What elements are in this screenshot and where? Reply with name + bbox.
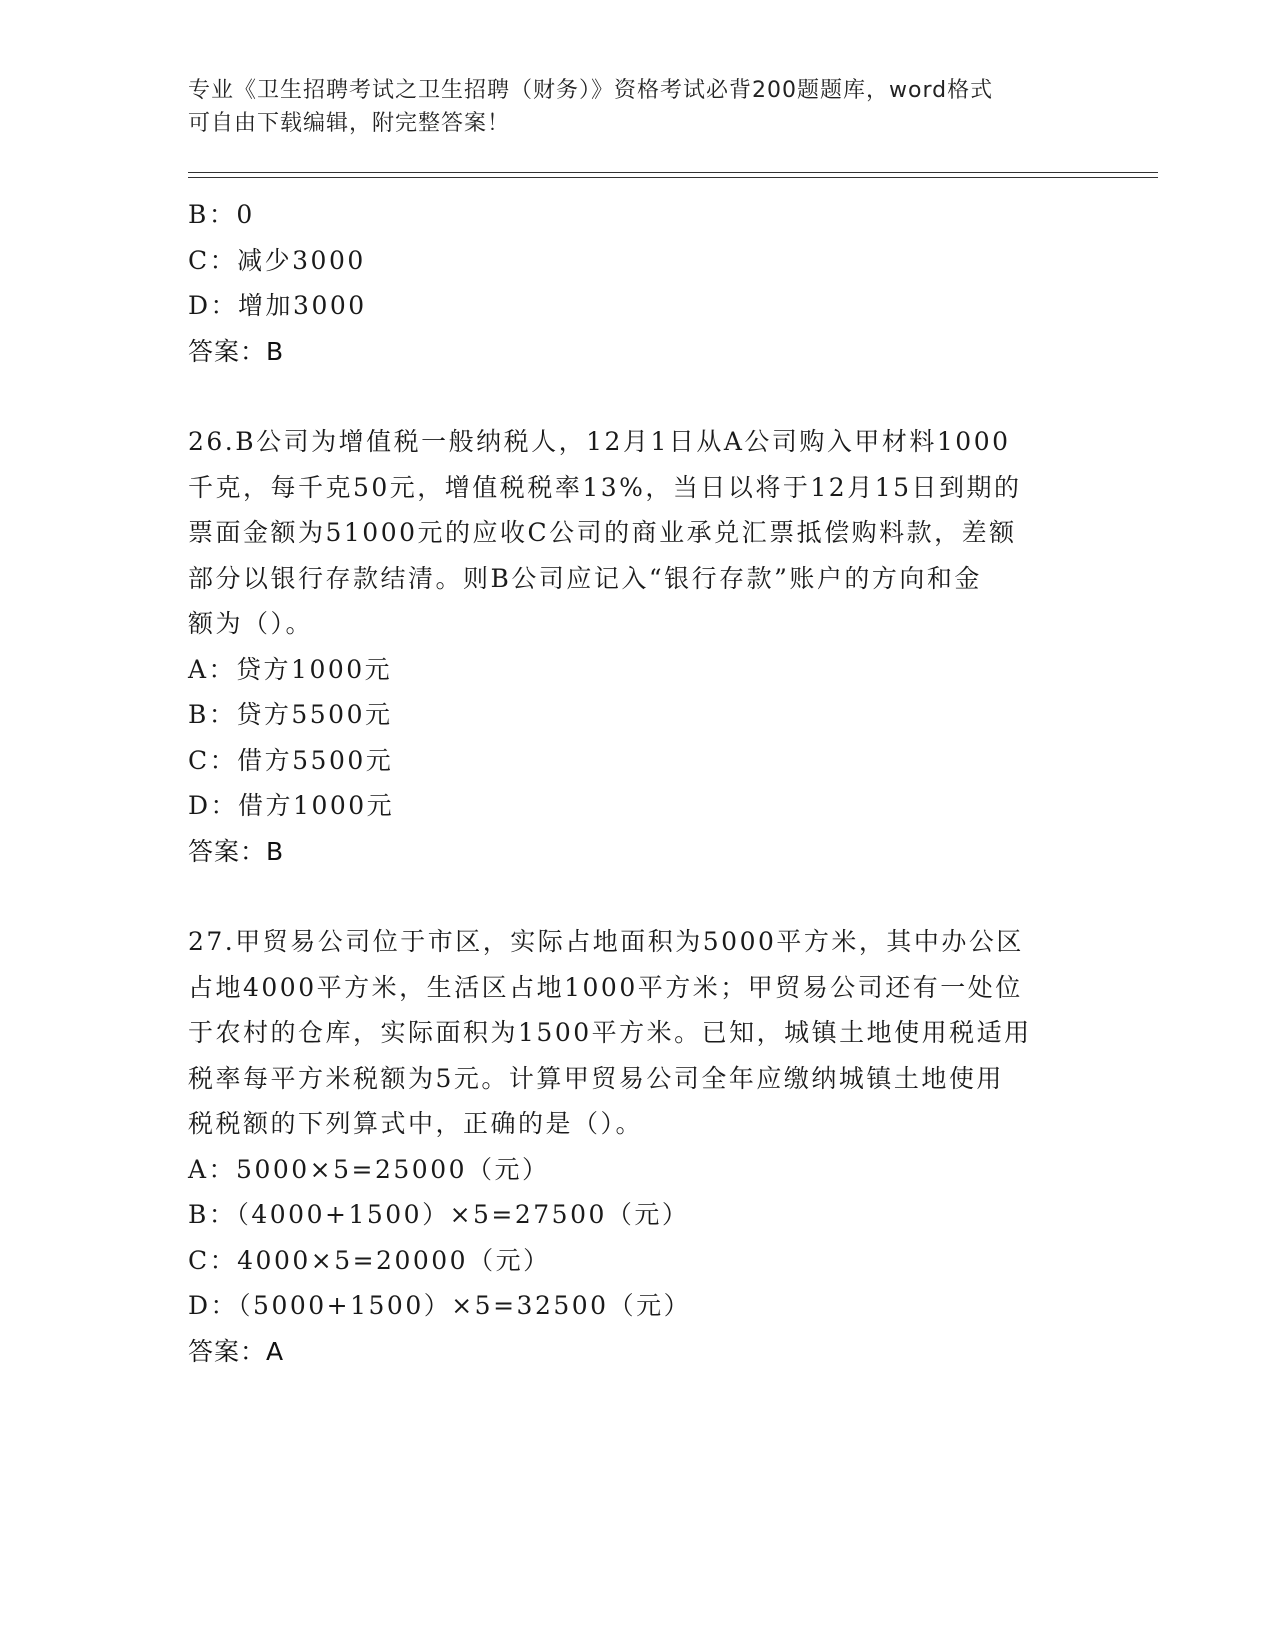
option-a: A：贷方1000元 (188, 654, 393, 684)
question-stem (188, 919, 1068, 1147)
option-b: B：（4000+1500）×5=27500（元） (188, 1200, 690, 1229)
header-line-1: 专业《卫生招聘考试之卫生招聘（财务）》资格考试必背200题题库，word格式 (188, 78, 994, 103)
option-c: C：借方5500元 (188, 745, 394, 775)
stem-line: 26.B公司为增值税一般纳税人，12月1日从A公司购入甲材料1000 (188, 427, 1011, 456)
option-b: B：0 (188, 200, 255, 229)
stem-line: 税税额的下列算式中，正确的是（）。 (188, 1109, 644, 1138)
question-stem (188, 419, 1068, 647)
header-line-2: 可自由下载编辑，附完整答案！ (188, 111, 511, 136)
option-d: D：（5000+1500）×5=32500（元） (188, 1291, 692, 1320)
stem-line: 千克，每千克50元，增值税税率13%，当日以将于12月15日到期的 (188, 472, 1022, 502)
stem-line: 于农村的仓库，实际面积为1500平方米。已知，城镇土地使用税适用 (188, 1018, 1032, 1047)
option-c: C：减少3000 (188, 245, 366, 275)
stem-line: 票面金额为51000元的应收C公司的商业承兑汇票抵偿购料款，差额 (188, 518, 1017, 547)
stem-line: 额为（）。 (188, 609, 314, 638)
answer-line: 答案：B (188, 836, 285, 866)
spacer (188, 374, 1088, 419)
document-header (188, 74, 1088, 140)
spacer (188, 874, 1088, 919)
question-27 (188, 919, 1088, 1374)
stem-line: 税率每平方米税额为5元。计算甲贸易公司全年应缴纳城镇土地使用 (188, 1063, 1004, 1093)
header-divider-bottom (188, 177, 1158, 178)
stem-line: 部分以银行存款结清。则B公司应记入“银行存款”账户的方向和金 (188, 563, 982, 593)
question-26 (188, 419, 1088, 874)
option-c: C：4000×5=20000（元） (188, 1245, 551, 1275)
previous-question-tail (188, 192, 1088, 374)
stem-line: 占地4000平方米，生活区占地1000平方米；甲贸易公司还有一处位 (188, 972, 1023, 1002)
option-a: A：5000×5=25000（元） (188, 1154, 550, 1184)
answer-line: 答案：B (188, 336, 285, 366)
document-body (188, 192, 1088, 1374)
option-d: D：增加3000 (188, 291, 367, 320)
answer-line: 答案：A (188, 1336, 285, 1366)
header-divider-top (188, 172, 1158, 173)
option-d: D：借方1000元 (188, 791, 395, 820)
stem-line: 27.甲贸易公司位于市区，实际占地面积为5000平方米，其中办公区 (188, 927, 1024, 956)
option-b: B：贷方5500元 (188, 700, 393, 729)
